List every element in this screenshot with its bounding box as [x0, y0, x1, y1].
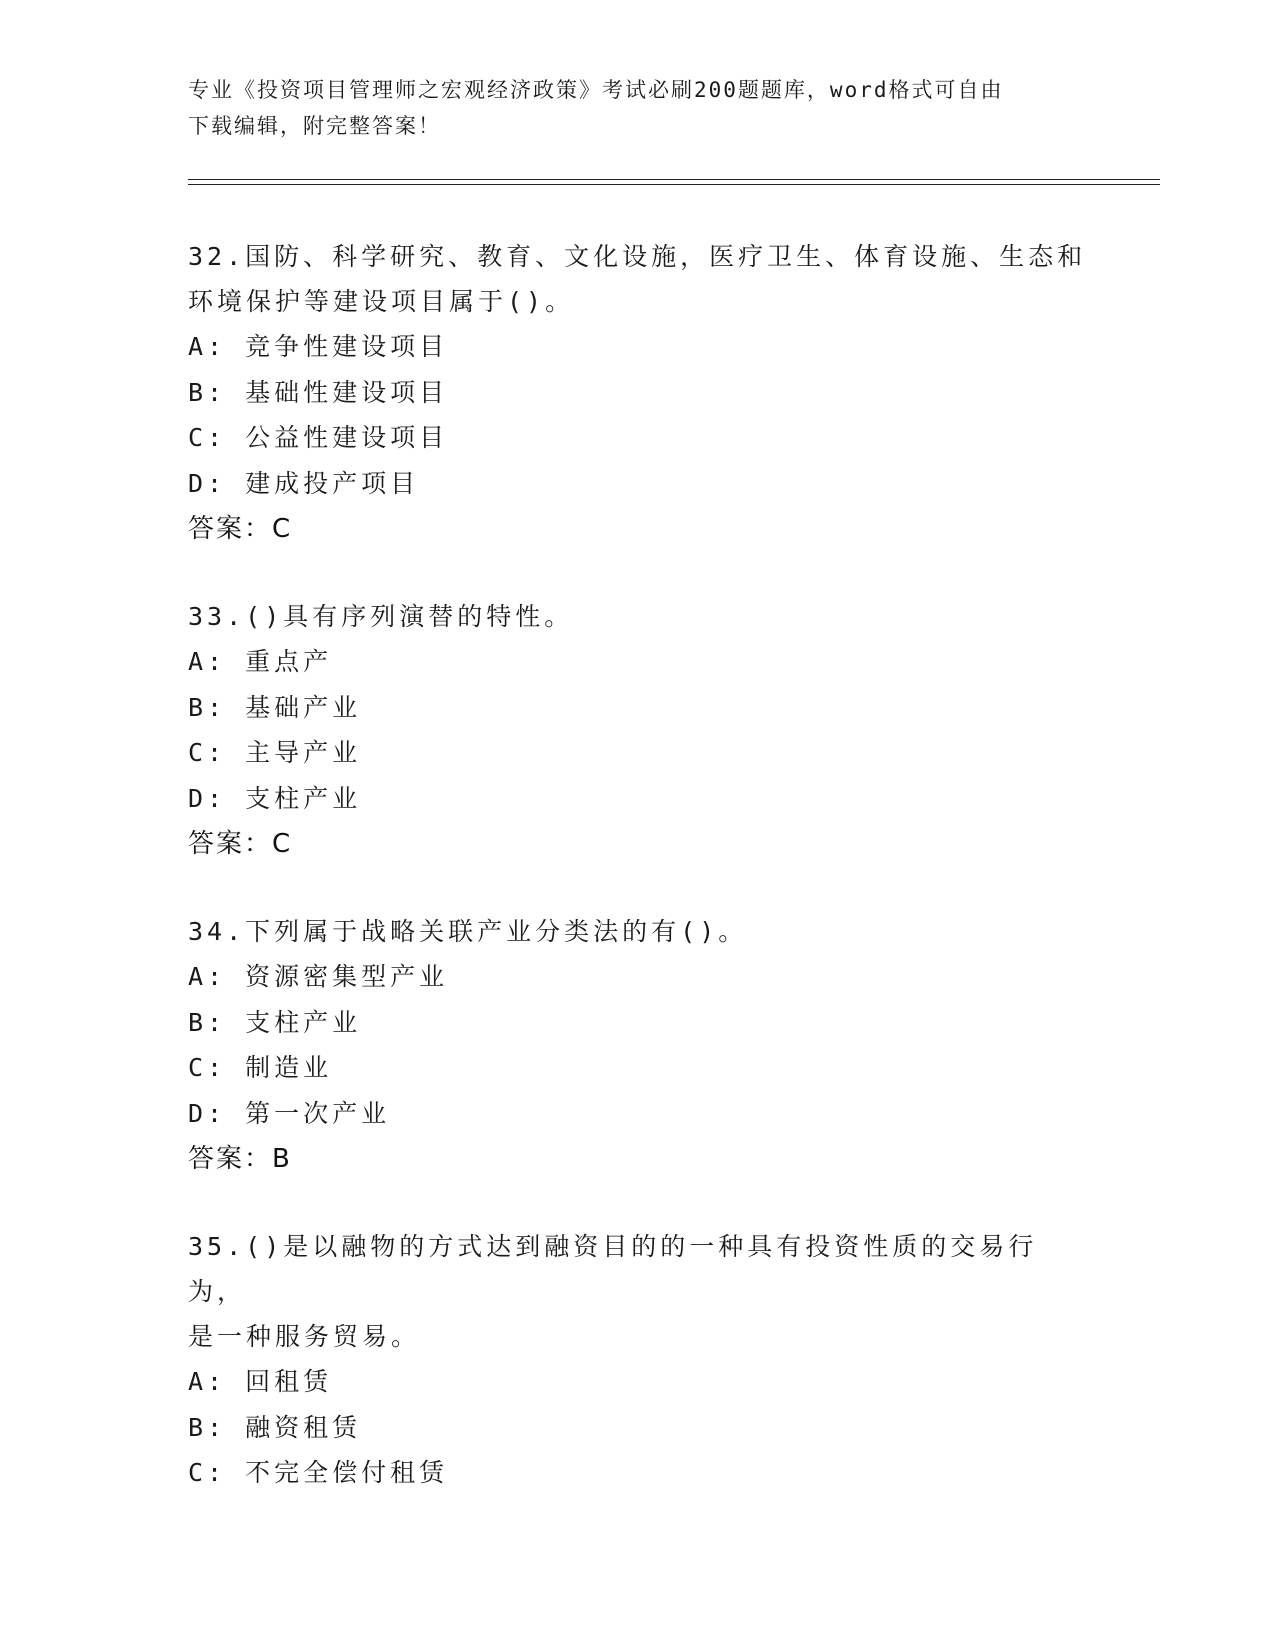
- document-header: [188, 72, 1068, 144]
- option-b: B: 基础性建设项目: [188, 377, 449, 407]
- header-divider-bottom: [188, 184, 1160, 185]
- option-a: A: 回租赁: [188, 1367, 333, 1396]
- option-b: B: 基础产业: [188, 692, 362, 722]
- option-c: C: 不完全偿付租赁: [188, 1458, 449, 1487]
- header-divider-top: [188, 179, 1160, 180]
- question-text-line: 33.()具有序列演替的特性。: [188, 602, 574, 631]
- question-text-line: 35.()是以融物的方式达到融资目的的一种具有投资性质的交易行为，: [188, 1232, 1038, 1306]
- option-a: A: 重点产: [188, 647, 333, 676]
- question-text-line: 环境保护等建设项目属于()。: [188, 287, 575, 316]
- option-a: A: 资源密集型产业: [188, 962, 449, 991]
- option-b: B: 支柱产业: [188, 1007, 362, 1037]
- option-d: D: 第一次产业: [188, 1098, 391, 1128]
- question-32: [188, 234, 1088, 552]
- header-line-1: 专业《投资项目管理师之宏观经济政策》考试必刷200题题库，word格式可自由: [188, 78, 1004, 102]
- option-b: B: 融资租赁: [188, 1412, 362, 1442]
- option-c: C: 主导产业: [188, 738, 362, 767]
- answer: 答案：C: [188, 829, 293, 859]
- question-34: [188, 909, 1088, 1182]
- option-d: D: 建成投产项目: [188, 468, 420, 498]
- answer: 答案：B: [188, 1144, 292, 1174]
- question-text-line: 32.国防、科学研究、教育、文化设施，医疗卫生、体育设施、生态和: [188, 242, 1087, 271]
- question-list: [188, 234, 1088, 1538]
- question-text-line: 是一种服务贸易。: [188, 1322, 421, 1351]
- question-35: [188, 1224, 1088, 1496]
- option-a: A: 竞争性建设项目: [188, 332, 449, 361]
- answer: 答案：C: [188, 514, 293, 544]
- option-c: C: 公益性建设项目: [188, 423, 449, 452]
- option-d: D: 支柱产业: [188, 783, 362, 813]
- option-c: C: 制造业: [188, 1053, 333, 1082]
- header-line-2: 下载编辑，附完整答案！: [188, 114, 441, 138]
- question-33: [188, 594, 1088, 867]
- question-text-line: 34.下列属于战略关联产业分类法的有()。: [188, 917, 748, 946]
